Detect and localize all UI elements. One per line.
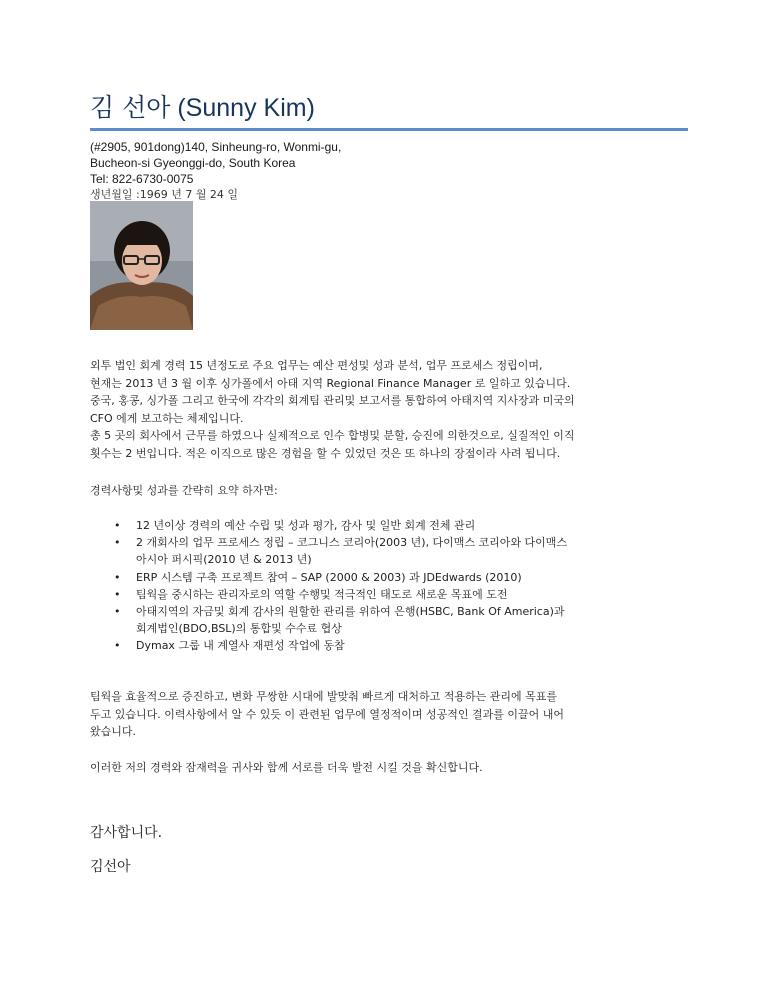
closing-line: 이러한 저의 경력와 잠재력을 귀사와 함께 서로를 더욱 발전 시킬 것을 확신합니다. — [90, 761, 483, 774]
thanks-text: 감사합니다. — [90, 825, 163, 841]
list-item-text: 2 개회사의 업무 프로세스 정립 – 코그니스 코리아(2003 년), 다이맥스 코리아와 다이맥스 — [136, 536, 568, 550]
closing-line: 왔습니다. — [90, 725, 137, 738]
bullet-icon: • — [114, 519, 121, 532]
telephone: Tel: 822-6730-0075 — [90, 172, 194, 186]
list-item-text: 팀웍을 중시하는 관리자로의 역할 수행및 적극적인 태도로 새로운 목표에 도전 — [136, 587, 508, 601]
list-item — [90, 534, 690, 568]
list-item-text: Dymax 그룹 내 계열사 재편성 작업에 동참 — [136, 639, 345, 653]
summary-heading-text: 경력사항및 성과를 간략히 요약 하자면: — [90, 484, 278, 497]
intro-line: 외투 법인 회계 경력 15 년정도로 주요 업무는 예산 편성및 성과 분석, 업무 프로세스 정립이며, — [90, 359, 543, 372]
signature-name: 김선아 — [90, 859, 131, 875]
birth-date: 생년월일 :1969 년 7 월 24 일 — [90, 188, 239, 201]
list-item-text: 아태지역의 자금및 회계 감사의 원할한 관리를 위하여 은행(HSBC, Bank Of America)과 — [136, 605, 565, 619]
page-title — [90, 88, 315, 124]
bullet-icon: • — [114, 570, 121, 584]
intro-line: 총 5 곳의 회사에서 근무를 하였으나 실제적으로 인수 합병및 분할, 승진에 의한것으로, 실질적인 이직 — [90, 429, 575, 442]
title-divider — [90, 128, 688, 131]
name-english: (Sunny Kim) — [177, 94, 315, 122]
name-korean: 김 선아 — [90, 93, 171, 122]
list-item-text: 회계법인(BDO,BSL)의 통합및 수수료 협상 — [136, 622, 342, 636]
summary-heading — [90, 482, 690, 500]
list-item-text: 12 년이상 경력의 예산 수립 및 성과 평가, 감사 및 일반 회계 전체 관리 — [136, 519, 476, 532]
profile-photo — [90, 201, 193, 330]
list-item — [90, 603, 690, 637]
intro-line: 현재는 2013 년 3 월 이후 싱가폴에서 아태 지역 Regional Finance Manager 로 일하고 있습니다. — [90, 376, 571, 390]
closing-paragraph-1 — [90, 688, 690, 741]
address-line-2: Bucheon-si Gyeonggi-do, South Korea — [90, 156, 296, 170]
intro-paragraph — [90, 357, 690, 462]
closing-line: 두고 있습니다. 이력사항에서 알 수 있듯 이 관련된 업무에 열정적이며 성공적인 결과를 이끌어 내어 — [90, 707, 564, 721]
bullet-icon: • — [114, 639, 121, 653]
closing-line: 팀웍을 효율적으로 증진하고, 변화 무쌍한 시대에 발맞춰 빠르게 대처하고 적용하는 관리에 목표를 — [90, 690, 557, 703]
list-item-text: ERP 시스템 구축 프로젝트 참여 – SAP (2000 & 2003) 과 JDEdwards (2010) — [136, 570, 522, 584]
achievements-list — [90, 517, 690, 655]
list-item — [90, 569, 690, 586]
list-item-text: 아시아 퍼시픽(2010 년 & 2013 년) — [136, 553, 312, 567]
intro-line: 중국, 홍콩, 싱가폴 그리고 한국에 각각의 회계팀 관리및 보고서를 통합하여 아태지역 지사장과 미국의 — [90, 394, 575, 407]
list-item — [90, 637, 690, 654]
address-line-1: (#2905, 901dong)140, Sinheung-ro, Wonmi-gu, — [90, 140, 342, 154]
bullet-icon: • — [114, 587, 121, 601]
list-item — [90, 517, 690, 534]
bullet-icon: • — [114, 536, 121, 550]
intro-line: 횟수는 2 번입니다. 적은 이직으로 많은 경험을 할 수 있었던 것은 또 하나의 장점이라 사려 됩니다. — [90, 446, 561, 460]
contact-block — [90, 139, 341, 203]
intro-line: CFO 에게 보고하는 체제입니다. — [90, 411, 244, 425]
bullet-icon: • — [114, 605, 121, 619]
list-item — [90, 586, 690, 603]
closing-paragraph-2 — [90, 759, 690, 777]
